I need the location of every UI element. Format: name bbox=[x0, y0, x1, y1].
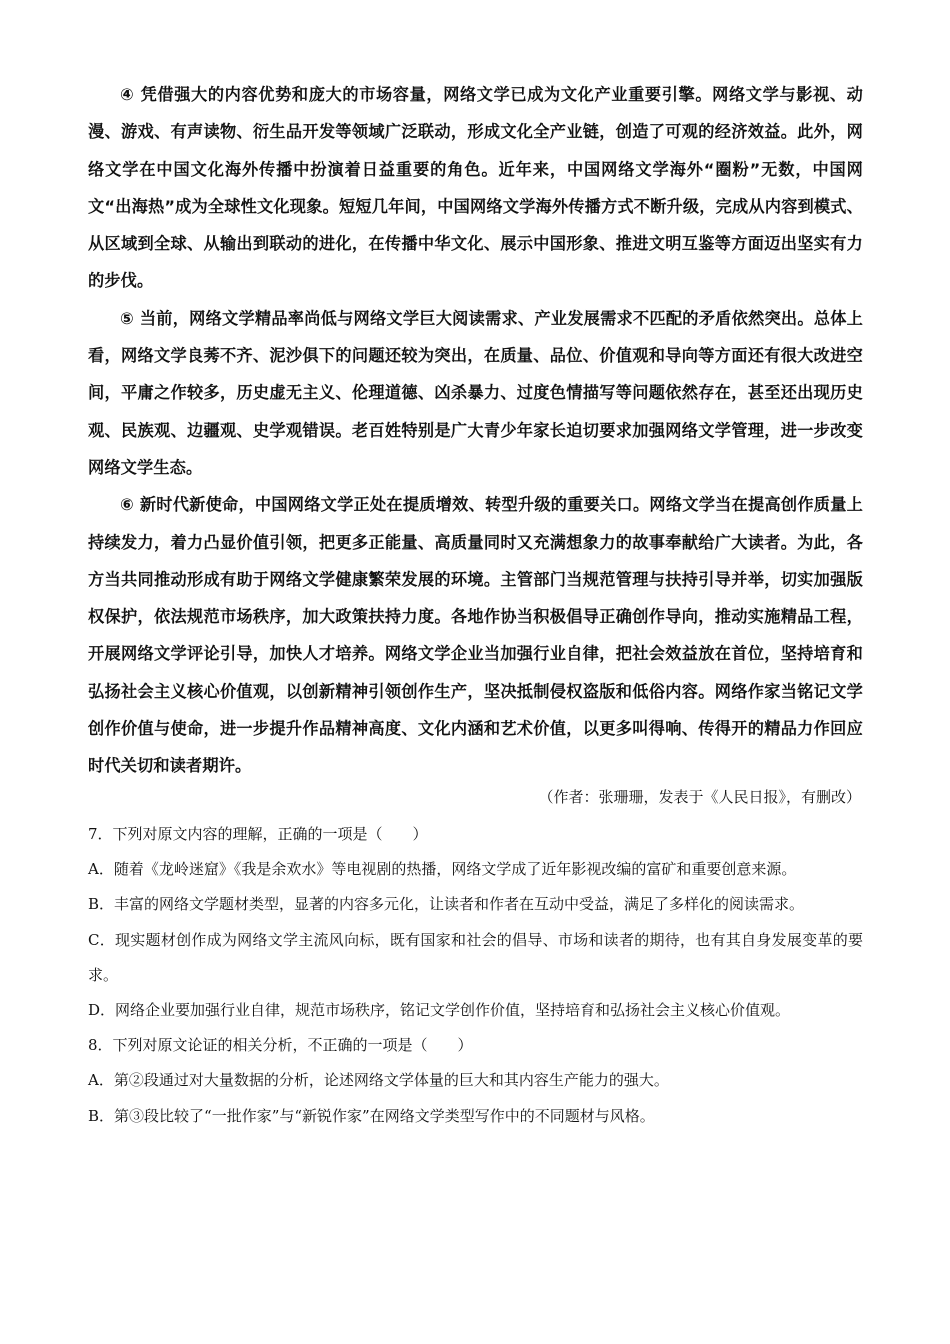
paragraph-5: ⑤ 当前，网络文学精品率尚低与网络文学巨大阅读需求、产业发展需求不匹配的矛盾依然突出。总体上看，网络文学良莠不齐、泥沙俱下的问题还较为突出，在质量、品位、价值观和导向等方面还有很大改进空间，平庸之作较多，历史虚无主义、伦理道德、凶杀暴力、过度色情描写等问题依然存在，甚至还出现历史观、民族观、边疆观、史学观错误。老百姓特别是广大青少年家长迫切要求加强网络文学管理，进一步改变网络文学生态。 bbox=[88, 308, 863, 477]
question-8-option-b: B．第③段比较了“一批作家”与“新锐作家”在网络文学类型写作中的不同题材与风格。 bbox=[88, 1106, 655, 1125]
article-body bbox=[88, 76, 863, 785]
question-8 bbox=[88, 1028, 863, 1134]
question-7 bbox=[88, 817, 863, 1028]
question-8-stem: 8．下列对原文论证的相关分析，不正确的一项是（ ） bbox=[88, 1036, 473, 1055]
question-7-option-d: D．网络企业要加强行业自律，规范市场秩序，铭记文学创作价值，坚持培育和弘扬社会主义核心价值观。 bbox=[88, 1001, 791, 1020]
paragraph-4: ④ 凭借强大的内容优势和庞大的市场容量，网络文学已成为文化产业重要引擎。网络文学与影视、动漫、游戏、有声读物、衍生品开发等领域广泛联动，形成文化全产业链，创造了可观的经济效益。此外，网络文学在中国文化海外传播中扮演着日益重要的角色。近年来，中国网络文学海外“圈粉”无数，中国网文“出海热”成为全球性文化现象。短短几年间，中国网络文学海外传播方式不断升级，完成从内容到模式、从区域到全球、从输出到联动的进化，在传播中华文化、展示中国形象、推进文明互鉴等方面迈出坚实有力的步伐。 bbox=[88, 85, 863, 291]
question-8-option-a: A．第②段通过对大量数据的分析，论述网络文学体量的巨大和其内容生产能力的强大。 bbox=[88, 1071, 669, 1090]
article-byline: （作者：张珊珊，发表于《人民日报》，有删改） bbox=[538, 788, 861, 806]
question-7-stem: 7．下列对原文内容的理解，正确的一项是（ ） bbox=[88, 825, 428, 843]
question-7-option-c: C．现实题材创作成为网络文学主流风向标，既有国家和社会的倡导、市场和读者的期待，也有其自身发展变革的要求。 bbox=[88, 930, 863, 984]
paragraph-6: ⑥ 新时代新使命，中国网络文学正处在提质增效、转型升级的重要关口。网络文学当在提高创作质量上持续发力，着力凸显价值引领，把更多正能量、高质量同时又充满想象力的故事奉献给广大读者。为此，各方当共同推动形成有助于网络文学健康繁荣发展的环境。主管部门当规范管理与扶持引导并举，切实加强版权保护，依法规范市场秩序，加大政策扶持力度。各地作协当积极倡导正确创作导向，推动实施精品工程，开展网络文学评论引导，加快人才培养。网络文学企业当加强行业自律，把社会效益放在首位，坚持培育和弘扬社会主义核心价值观，以创新精神引领创作生产，坚决抵制侵权盗版和低俗内容。网络作家当铭记文学创作价值与使命，进一步提升作品精神高度、文化内涵和艺术价值，以更多叫得响、传得开的精品力作回应时代关切和读者期许。 bbox=[88, 495, 863, 776]
question-7-option-b: B．丰富的网络文学题材类型，显著的内容多元化，让读者和作者在互动中受益，满足了多样化的阅读需求。 bbox=[88, 895, 805, 914]
questions-section bbox=[88, 817, 863, 1134]
question-7-option-a: A．随着《龙岭迷窟》《我是余欢水》等电视剧的热播，网络文学成了近年影视改编的富矿和重要创意来源。 bbox=[88, 860, 797, 879]
